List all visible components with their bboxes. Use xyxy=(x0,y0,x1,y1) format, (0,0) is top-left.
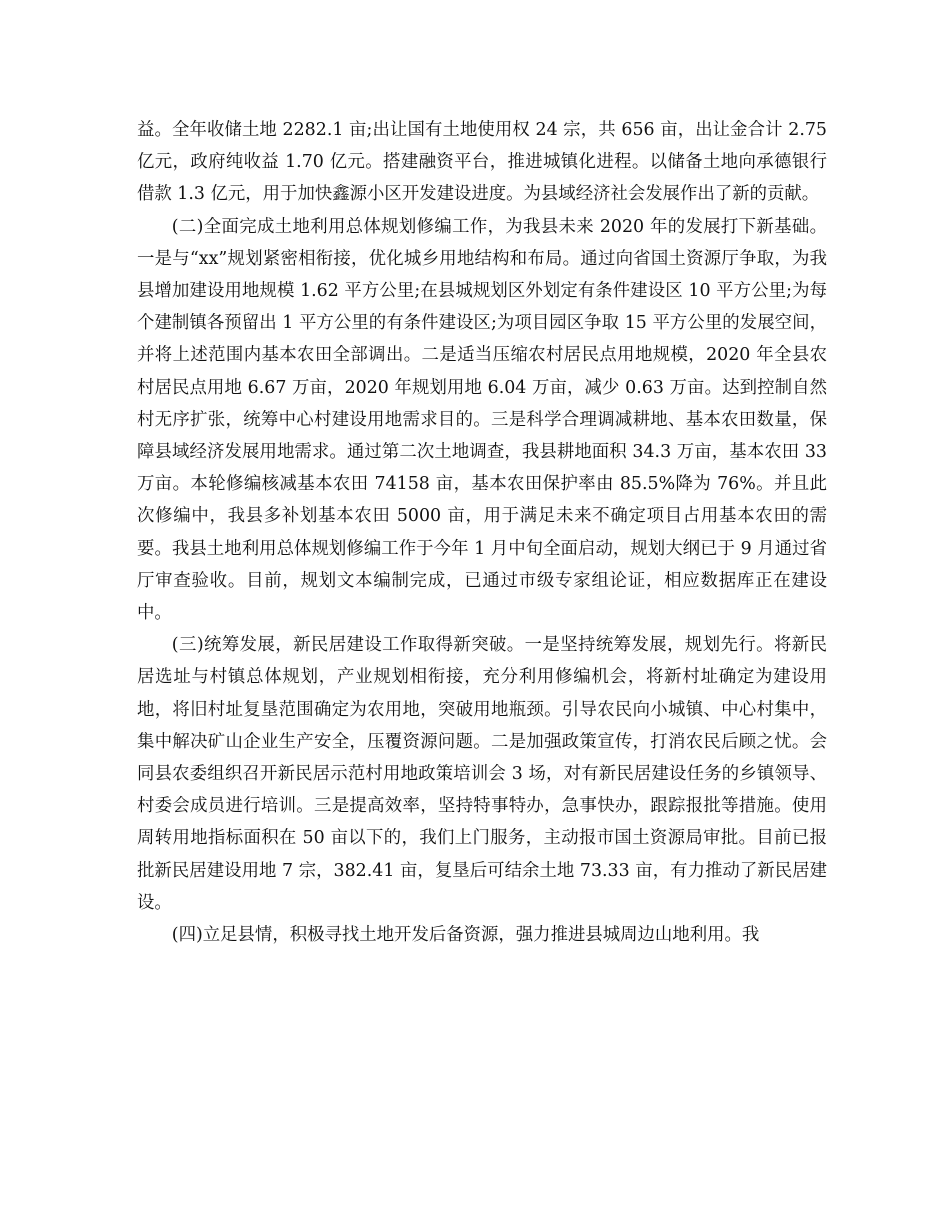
paragraph-land-planning: (二)全面完成土地利用总体规划修编工作，为我县未来 2020 年的发展打下新基础。一是与“xx”规划紧密相衔接，优化城乡用地结构和布局。通过向省国土资源厅争取，为我县增加建设用地规模 1.62 平方公里;在县城规划区外划定有条件建设区 10 平方公里;为每个建制镇各预留出 1 平方公里的有条件建设区;为项目园区争取 15 平方公里的发展空间，并将上述范围内基本农田全部调出。二是适当压缩农村居民点用地规模，2020 年全县农村居民点用地 6.67 万亩，2020 年规划用地 6.04 万亩，减少 0.63 万亩。达到控制自然村无序扩张，统筹中心村建设用地需求目的。三是科学合理调减耕地、基本农田数量，保障县域经济发展用地需求。通过第二次土地调查，我县耕地面积 34.3 万亩，基本农田 33 万亩。本轮修编核减基本农田 74158 亩，基本农田保护率由 85.5%降为 76%。并且此次修编中，我县多补划基本农田 5000 亩，用于满足未来不确定项目占用基本农田的需要。我县土地利用总体规划修编工作于今年 1 月中旬全面启动，规划大纲已于 9 月通过省厅审查验收。目前，规划文本编制完成，已通过市级专家组论证，相应数据库正在建设中。 xyxy=(137,216,827,624)
paragraph-land-development: (四)立足县情，积极寻找土地开发后备资源，强力推进县城周边山地利用。我 xyxy=(171,925,760,946)
paragraph-new-residence: (三)统筹发展，新民居建设工作取得新突破。一是坚持统筹发展，规划先行。将新民居选址与村镇总体规划，产业规划相衔接，充分利用修编机会，将新村址确定为建设用地，将旧村址复垦范围确定为农用地，突破用地瓶颈。引导农民向小城镇、中心村集中，集中解决矿山企业生产安全，压覆资源问题。二是加强政策宣传，打消农民后顾之忧。会同县农委组织召开新民居示范村用地政策培训会 3 场，对有新民居建设任务的乡镇领导、村委会成员进行培训。三是提高效率，坚持特事特办，急事快办，跟踪报批等措施。使用周转用地指标面积在 50 亩以下的，我们上门服务，主动报市国土资源局审批。目前已报批新民居建设用地 7 宗，382.41 亩，复垦后可结余土地 73.33 亩，有力推动了新民居建设。 xyxy=(137,635,827,913)
document-body xyxy=(137,114,827,951)
paragraph-continuation: 益。全年收储土地 2282.1 亩;出让国有土地使用权 24 宗，共 656 亩，出让金合计 2.75 亿元，政府纯收益 1.70 亿元。搭建融资平台，推进城镇化进程。以储备土地向承德银行借款 1.3 亿元，用于加快鑫源小区开发建设进度。为县域经济社会发展作出了新的贡献。 xyxy=(137,120,827,205)
